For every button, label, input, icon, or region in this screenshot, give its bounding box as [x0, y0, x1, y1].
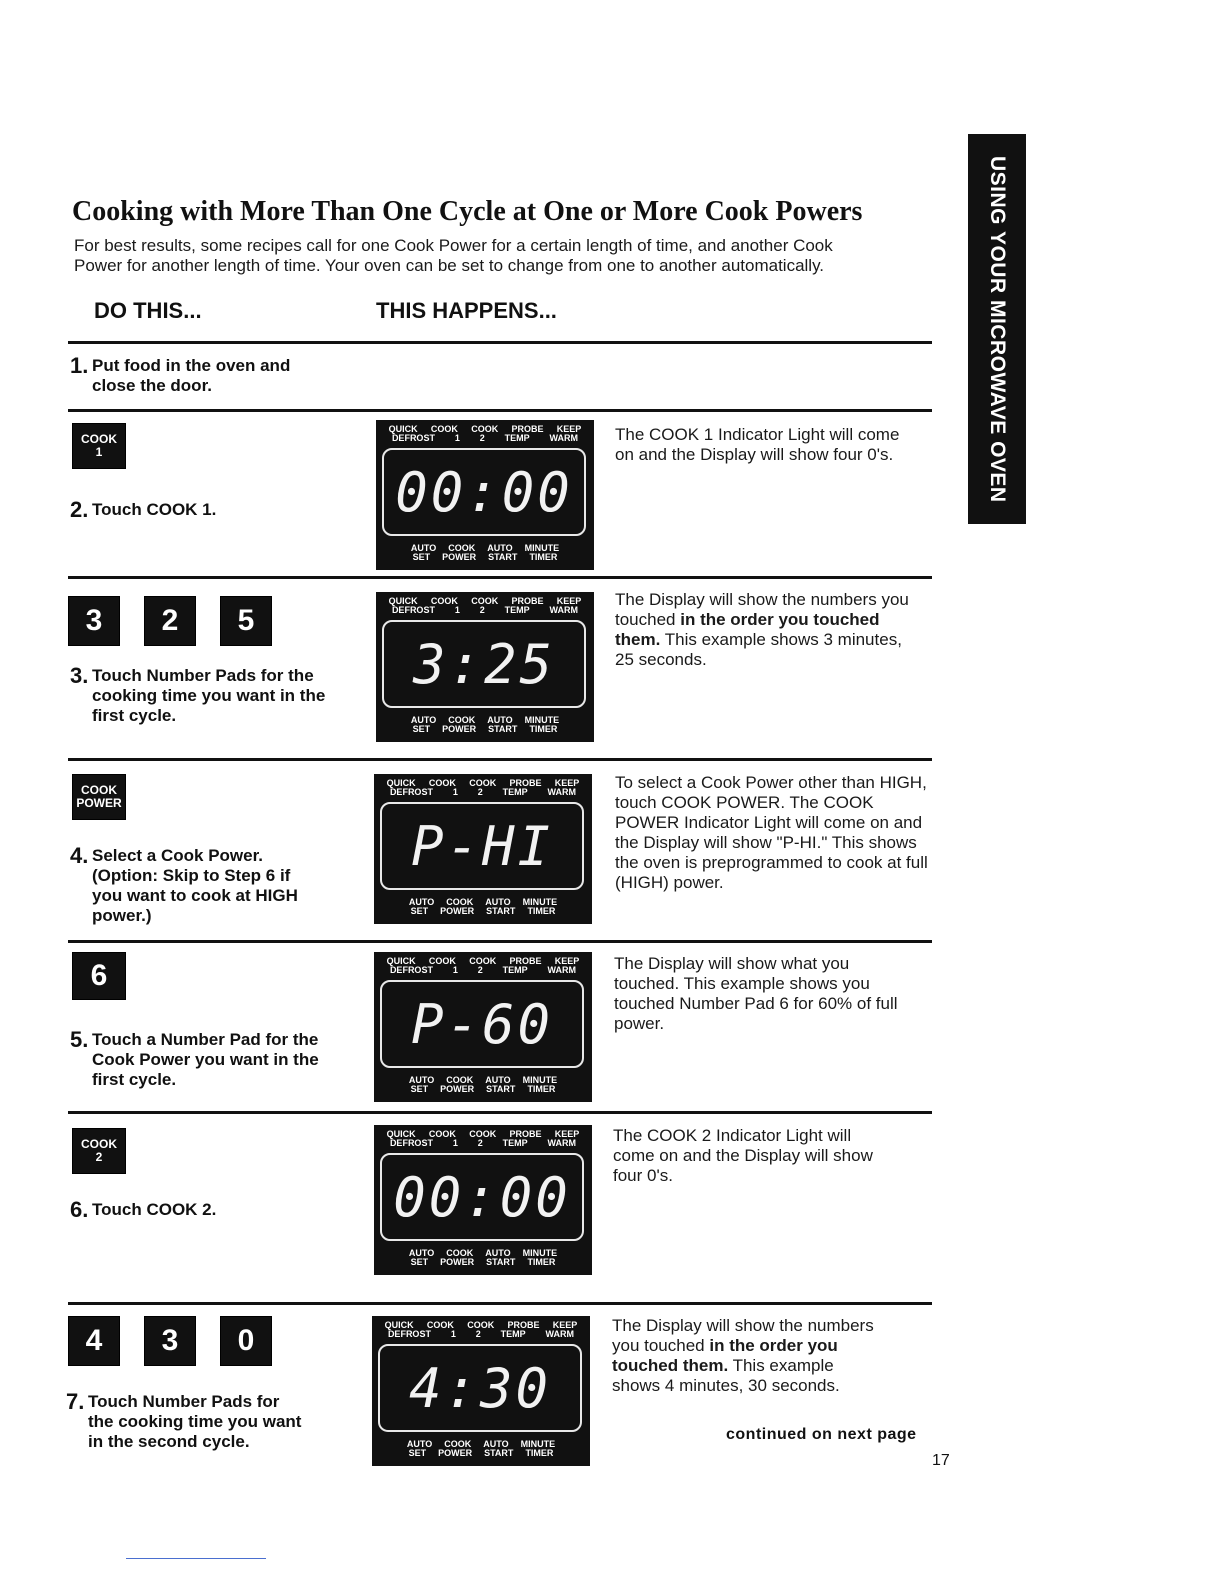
panel-indicator-label: KEEP: [554, 956, 580, 966]
panel-indicator-label: POWER: [438, 1448, 473, 1458]
panel-indicator-label: AUTO: [410, 715, 437, 725]
number-pad[interactable]: 5: [220, 596, 272, 646]
panel-indicator-label: SET: [408, 1448, 427, 1458]
panel-indicator-label: AUTO: [487, 543, 513, 553]
panel-indicator-label: KEEP: [556, 596, 582, 606]
panel-indicator-label: START: [484, 1448, 514, 1458]
step-line: Put food in the oven and: [92, 356, 291, 375]
panel-indicator-label: START: [486, 1257, 516, 1267]
panel-indicator-label: MINUTE: [524, 715, 560, 725]
step-6-description: The COOK 2 Indicator Light will come on and the Display will show four 0's.: [613, 1126, 873, 1185]
step-line: cooking time you want in the: [92, 686, 326, 705]
step-3-description: The Display will show the numbers you touched in the order you touched them. This example shows 3 minutes, 25 seconds.: [615, 590, 909, 669]
step-line: first cycle.: [92, 1070, 177, 1089]
panel-indicator-label: 1: [454, 605, 460, 615]
panel-indicator-label: COOK: [471, 424, 499, 434]
panel-indicator-label: TEMP: [502, 965, 528, 975]
step-line: Touch COOK 1.: [92, 500, 217, 519]
panel-indicator-label: 2: [477, 787, 483, 797]
cook-power-pad[interactable]: [72, 774, 126, 820]
display-panel: [374, 774, 592, 924]
pad-label: COOK: [81, 432, 117, 446]
panel-indicator-label: COOK: [446, 1248, 474, 1258]
pad-label: COOK: [81, 783, 117, 797]
panel-indicator-label: COOK: [469, 956, 497, 966]
pad-label: COOK: [81, 1137, 117, 1151]
panel-indicator-label: SET: [410, 1084, 429, 1094]
step-line: close the door.: [92, 376, 212, 395]
panel-indicator-label: WARM: [547, 965, 576, 975]
panel-indicator-label: PROBE: [509, 1129, 542, 1139]
panel-indicator-label: AUTO: [485, 1075, 511, 1085]
panel-indicator-label: KEEP: [554, 778, 580, 788]
panel-indicator-label: TIMER: [527, 1257, 556, 1267]
step-line: Touch a Number Pad for the: [92, 1030, 319, 1049]
panel-indicator-label: TIMER: [529, 552, 558, 562]
step-5: [70, 1027, 319, 1090]
display-panel: [374, 1125, 592, 1275]
display-screen: [380, 1153, 584, 1241]
panel-indicator-label: AUTO: [408, 1248, 435, 1258]
panel-indicator-label: TEMP: [502, 1138, 528, 1148]
panel-indicator-label: KEEP: [554, 1129, 580, 1139]
step-line: first cycle.: [92, 706, 177, 725]
continued-note: continued on next page: [726, 1426, 917, 1443]
step-number: 3.: [70, 663, 89, 688]
step-7: [66, 1389, 302, 1452]
number-pad-6[interactable]: 6: [72, 952, 126, 1000]
panel-indicator-label: DEFROST: [391, 433, 435, 443]
step-line: Touch Number Pads for: [88, 1392, 280, 1411]
number-pad[interactable]: 0: [220, 1316, 272, 1366]
step-line: Touch Number Pads for the: [92, 666, 314, 685]
panel-indicator-label: TEMP: [500, 1329, 526, 1339]
step-6: [70, 1197, 217, 1222]
pad-label: POWER: [76, 796, 122, 810]
panel-indicator-label: AUTO: [410, 543, 437, 553]
step-4: [70, 843, 298, 926]
step-4-description: To select a Cook Power other than HIGH, touch COOK POWER. The COOK POWER Indicator Light will come on and the Display will show "P-HI." This shows the oven is preprogrammed to cook at full (HIGH) power.: [615, 773, 928, 892]
step-line: Select a Cook Power.: [92, 846, 264, 865]
panel-indicator-label: 2: [479, 433, 485, 443]
display-panel: [374, 952, 592, 1102]
panel-indicator-label: DEFROST: [389, 965, 433, 975]
panel-indicator-label: SET: [410, 1257, 429, 1267]
panel-indicator-label: 2: [477, 965, 483, 975]
panel-indicator-label: QUICK: [386, 1129, 416, 1139]
panel-indicator-label: AUTO: [483, 1439, 509, 1449]
step-3: [70, 663, 326, 726]
panel-indicator-label: AUTO: [408, 1075, 435, 1085]
divider: [68, 409, 932, 412]
step-5-description: The Display will show what you touched. This example shows you touched Number Pad 6 for 60% of full power.: [614, 954, 898, 1033]
display-readout: P-HI: [410, 814, 554, 878]
panel-indicator-label: SET: [410, 906, 429, 916]
panel-indicator-label: COOK: [471, 596, 499, 606]
intro-paragraph: For best results, some recipes call for one Cook Power for a certain length of time, and another Cook Power for another length of time. Your oven can be set to change from one to another automatically.: [74, 236, 833, 275]
panel-indicator-label: TEMP: [502, 787, 528, 797]
panel-indicator-label: COOK: [469, 778, 497, 788]
panel-indicator-label: COOK: [426, 1320, 454, 1330]
panel-indicator-label: PROBE: [511, 596, 544, 606]
step-7-description: The Display will show the numbers you touched in the order you touched them. This example shows 4 minutes, 30 seconds.: [612, 1316, 874, 1395]
panel-indicator-label: PROBE: [507, 1320, 540, 1330]
step-number: 2.: [70, 497, 89, 522]
panel-indicator-label: COOK: [428, 1129, 456, 1139]
step-line: Touch COOK 2.: [92, 1200, 217, 1219]
panel-indicator-label: COOK: [469, 1129, 497, 1139]
panel-indicator-label: TIMER: [527, 906, 556, 916]
panel-indicator-label: 1: [452, 965, 458, 975]
step-2-description: The COOK 1 Indicator Light will come on and the Display will show four 0's.: [615, 425, 900, 464]
step-line: the cooking time you want: [88, 1412, 302, 1431]
panel-indicator-label: DEFROST: [387, 1329, 431, 1339]
panel-indicator-label: 2: [475, 1329, 481, 1339]
display-panel: [372, 1316, 590, 1466]
divider: [68, 341, 932, 344]
panel-indicator-label: AUTO: [487, 715, 513, 725]
step-number: 6.: [70, 1197, 89, 1222]
step-1: [70, 353, 291, 396]
pad-label: 1: [95, 445, 103, 459]
step-number: 7.: [66, 1389, 85, 1414]
display-readout: 4:30: [408, 1356, 552, 1420]
panel-indicator-label: TIMER: [529, 724, 558, 734]
panel-indicator-label: PROBE: [511, 424, 544, 434]
panel-indicator-label: WARM: [549, 605, 578, 615]
panel-indicator-label: COOK: [444, 1439, 472, 1449]
step-number: 1.: [70, 353, 89, 378]
panel-indicator-label: QUICK: [386, 956, 416, 966]
display-screen: [382, 448, 586, 536]
footer-rule: [126, 1558, 266, 1559]
step-line: (Option: Skip to Step 6 if: [92, 866, 291, 885]
panel-indicator-label: MINUTE: [522, 897, 558, 907]
panel-indicator-label: WARM: [547, 787, 576, 797]
number-pad[interactable]: 2: [144, 596, 196, 646]
panel-indicator-label: 1: [452, 787, 458, 797]
display-screen: [378, 1344, 582, 1432]
display-readout: 00:00: [393, 1165, 571, 1229]
panel-indicator-label: AUTO: [406, 1439, 433, 1449]
panel-indicator-label: SET: [412, 552, 431, 562]
divider: [68, 1302, 932, 1305]
panel-indicator-label: 1: [454, 433, 460, 443]
panel-indicator-label: COOK: [448, 715, 476, 725]
panel-indicator-label: COOK: [448, 543, 476, 553]
panel-indicator-label: POWER: [440, 1257, 475, 1267]
step-number: 5.: [70, 1027, 89, 1052]
display-screen: [380, 980, 584, 1068]
panel-indicator-label: COOK: [446, 897, 474, 907]
step-number: 4.: [70, 843, 89, 868]
step-2: [70, 497, 217, 522]
panel-indicator-label: MINUTE: [522, 1075, 558, 1085]
panel-indicator-label: COOK: [430, 424, 458, 434]
divider: [68, 758, 932, 761]
panel-indicator-label: START: [488, 724, 518, 734]
panel-indicator-label: PROBE: [509, 956, 542, 966]
step-line: Cook Power you want in the: [92, 1050, 319, 1069]
panel-indicator-label: MINUTE: [520, 1439, 556, 1449]
panel-indicator-label: SET: [412, 724, 431, 734]
side-tab-label: USING YOUR MICROWAVE OVEN: [986, 155, 1009, 503]
step-line: power.): [92, 906, 152, 925]
panel-indicator-label: 2: [477, 1138, 483, 1148]
cook-2-pad[interactable]: [72, 1128, 126, 1174]
column-header-do-this: DO THIS...: [94, 298, 202, 323]
divider: [68, 940, 932, 943]
panel-indicator-label: PROBE: [509, 778, 542, 788]
number-pad[interactable]: 4: [68, 1316, 120, 1366]
panel-indicator-label: COOK: [428, 956, 456, 966]
panel-indicator-label: 1: [452, 1138, 458, 1148]
panel-indicator-label: START: [486, 1084, 516, 1094]
step-line: you want to cook at HIGH: [92, 886, 298, 905]
display-panel: [376, 420, 594, 570]
divider: [68, 576, 932, 579]
panel-indicator-label: START: [486, 906, 516, 916]
display-readout: 3:25: [412, 632, 556, 696]
step-line: in the second cycle.: [88, 1432, 250, 1451]
panel-indicator-label: POWER: [440, 1084, 475, 1094]
panel-indicator-label: START: [488, 552, 518, 562]
panel-indicator-label: COOK: [430, 596, 458, 606]
display-screen: [382, 620, 586, 708]
side-tab: [968, 134, 1026, 524]
display-readout: 00:00: [395, 460, 573, 524]
panel-indicator-label: AUTO: [408, 897, 435, 907]
panel-indicator-label: TEMP: [504, 605, 530, 615]
display-panel: [376, 592, 594, 742]
panel-indicator-label: POWER: [440, 906, 475, 916]
panel-indicator-label: KEEP: [552, 1320, 578, 1330]
panel-indicator-label: AUTO: [485, 897, 511, 907]
panel-indicator-label: DEFROST: [389, 1138, 433, 1148]
panel-indicator-label: QUICK: [388, 424, 418, 434]
column-header-this-happens: THIS HAPPENS...: [376, 298, 557, 323]
panel-indicator-label: QUICK: [388, 596, 418, 606]
panel-indicator-label: WARM: [549, 433, 578, 443]
pad-label: 2: [95, 1150, 103, 1164]
panel-indicator-label: TIMER: [527, 1084, 556, 1094]
panel-indicator-label: MINUTE: [522, 1248, 558, 1258]
display-screen: [380, 802, 584, 890]
panel-indicator-label: KEEP: [556, 424, 582, 434]
panel-indicator-label: MINUTE: [524, 543, 560, 553]
panel-indicator-label: QUICK: [384, 1320, 414, 1330]
page-title: Cooking with More Than One Cycle at One or More Cook Powers: [72, 196, 863, 227]
panel-indicator-label: POWER: [442, 552, 477, 562]
panel-indicator-label: TEMP: [504, 433, 530, 443]
panel-indicator-label: COOK: [446, 1075, 474, 1085]
divider: [68, 1111, 932, 1114]
display-readout: P-60: [410, 992, 554, 1056]
panel-indicator-label: 2: [479, 605, 485, 615]
cook-1-pad[interactable]: [72, 423, 126, 469]
panel-indicator-label: COOK: [428, 778, 456, 788]
panel-indicator-label: WARM: [547, 1138, 576, 1148]
panel-indicator-label: QUICK: [386, 778, 416, 788]
panel-indicator-label: DEFROST: [391, 605, 435, 615]
panel-indicator-label: WARM: [545, 1329, 574, 1339]
panel-indicator-label: DEFROST: [389, 787, 433, 797]
panel-indicator-label: TIMER: [525, 1448, 554, 1458]
number-pad[interactable]: 3: [68, 596, 120, 646]
number-pad[interactable]: 3: [144, 1316, 196, 1366]
panel-indicator-label: POWER: [442, 724, 477, 734]
panel-indicator-label: AUTO: [485, 1248, 511, 1258]
page-number: 17: [932, 1452, 950, 1469]
panel-indicator-label: 1: [450, 1329, 456, 1339]
panel-indicator-label: COOK: [467, 1320, 495, 1330]
